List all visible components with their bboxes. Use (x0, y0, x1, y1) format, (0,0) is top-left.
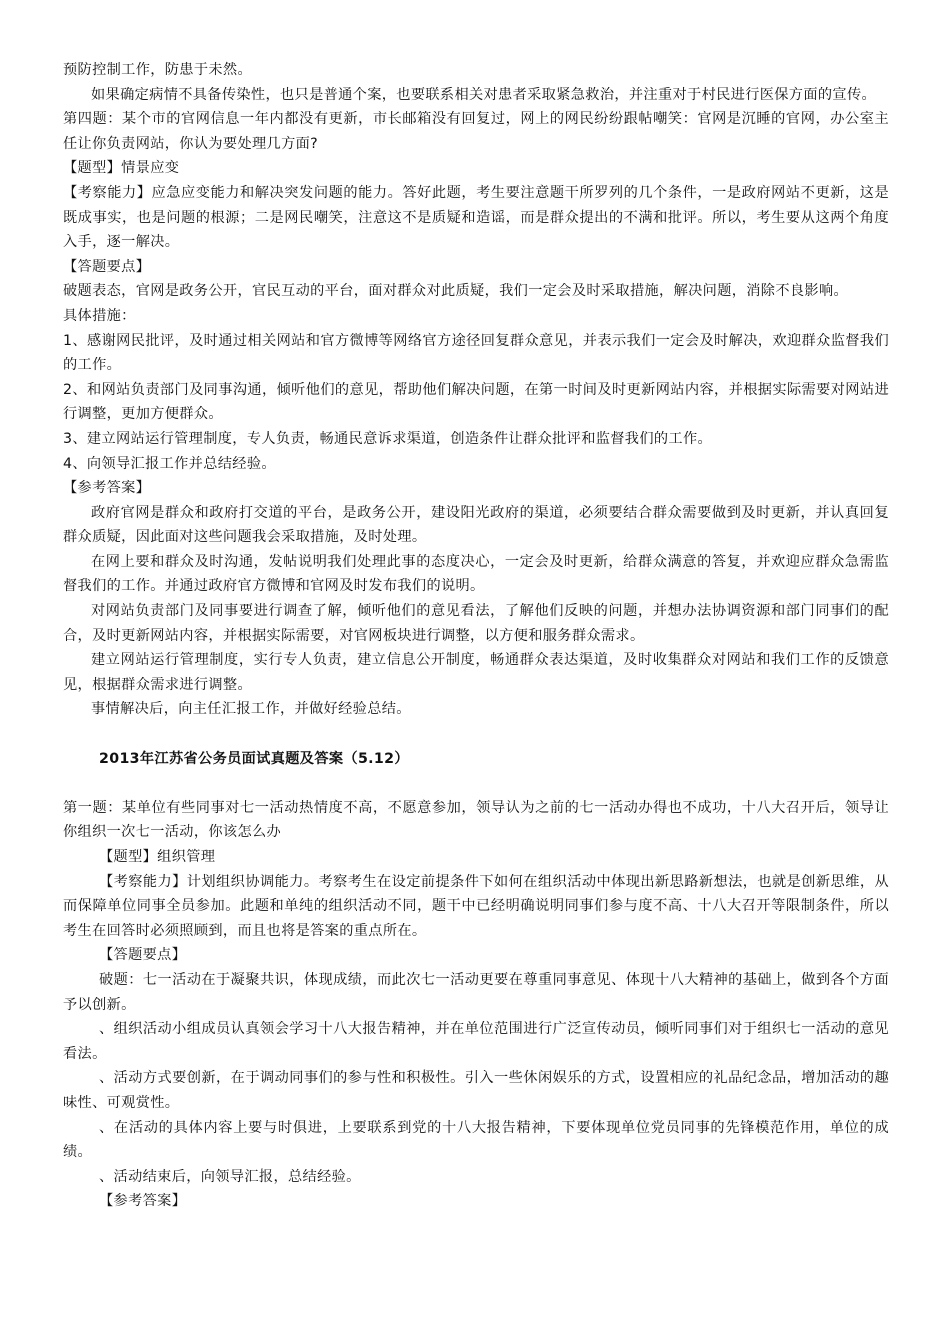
paragraph: 在网上要和群众及时沟通，发帖说明我们处理此事的态度决心，一定会及时更新，给群众满意的答复，并欢迎应群众急需监督我们的工作。并通过政府官方微博和官网及时发布我们的说明。 (63, 553, 889, 595)
ability-tested: 【考察能力】应急应变能力和解决突发问题的能力。答好此题，考生要注意题干所罗列的几个条件，一是政府网站不更新，这是既成事实，也是问题的根源；二是网民嘲笑，注意这不是质疑和造谣，而是群众提出的不满和批评。所以，考生要从这两个角度入手，逐一解决。 (63, 184, 889, 251)
paragraph: 建立网站运行管理制度，实行专人负责，建立信息公开制度，畅通群众表达渠道，及时收集群众对网站和我们工作的反馈意见，根据群众需求进行调整。 (63, 652, 889, 693)
measures-heading: 具体措施： (63, 307, 136, 324)
question-type: 【题型】组织管理 (99, 849, 216, 865)
list-item: 、在活动的具体内容上要与时俱进，上要联系到党的十八大报告精神，下要体现单位党员同事的先锋模范作用，单位的成绩。 (63, 1119, 889, 1161)
list-item: 、组织活动小组成员认真领会学习十八大报告精神，并在单位范围进行广泛宣传动员，倾听同事们对于组织七一活动的意见看法。 (63, 1021, 889, 1062)
reference-answer-heading: 【参考答案】 (63, 480, 151, 497)
answer-points-heading: 【答题要点】 (63, 258, 151, 275)
spacer (63, 771, 889, 796)
list-item: 、活动方式要创新，在于调动同事们的参与性和积极性。引入一些休闲娱乐的方式，设置相应的礼品纪念品，增加活动的趣味性、可观赏性。 (63, 1070, 889, 1111)
paragraph: 预防控制工作，防患于未然。 (63, 62, 252, 78)
paragraph: 对网站负责部门及同事要进行调查了解，倾听他们的意见看法，了解他们反映的问题，并想办法协调资源和部门同事们的配合，及时更新网站内容，并根据实际需要，对官网板块进行调整，以方便和服务群众需求。 (63, 603, 889, 644)
list-item: 4、向领导汇报工作并总结经验。 (63, 455, 276, 472)
paragraph: 事情解决后，向主任汇报工作，并做好经验总结。 (91, 701, 411, 718)
document-page (63, 58, 889, 1214)
paragraph: 破题表态，官网是政务公开，官民互动的平台，面对群众对此质疑，我们一定会及时采取措施，解决问题，消除不良影响。 (63, 283, 849, 300)
paragraph: 如果确定病情不具备传染性，也只是普通个案，也要联系相关对患者采取紧急救治，并注重对于村民进行医保方面的宣传。 (91, 86, 877, 103)
list-item: 2、和网站负责部门及同事沟通，倾听他们的意见，帮助他们解决问题，在第一时间及时更新网站内容，并根据实际需要对网站进行调整，更加方便群众。 (63, 381, 889, 423)
question-type: 【题型】情景应变 (63, 160, 180, 177)
answer-points-heading: 【答题要点】 (99, 947, 187, 964)
section-title: 2013年江苏省公务员面试真题及答案（5.12） (99, 750, 409, 767)
list-item: 、活动结束后，向领导汇报，总结经验。 (99, 1168, 361, 1185)
spacer (63, 722, 889, 747)
reference-answer-heading: 【参考答案】 (99, 1193, 187, 1210)
paragraph: 政府官网是群众和政府打交道的平台，是政务公开，建设阳光政府的渠道，必须要结合群众需要做到及时更新，并认真回复群众质疑，因此面对这些问题我会采取措施，及时处理。 (63, 504, 889, 546)
question-four: 第四题：某个市的官网信息一年内都没有更新，市长邮箱没有回复过，网上的网民纷纷跟帖嘲笑：官网是沉睡的官网，办公室主任让你负责网站，你认为要处理几方面? (63, 111, 889, 152)
paragraph: 破题：七一活动在于凝聚共识，体现成绩，而此次七一活动更要在尊重同事意见、体现十八大精神的基础上，做到各个方面予以创新。 (63, 971, 889, 1013)
list-item: 1、感谢网民批评，及时通过相关网站和官方微博等网络官方途径回复群众意见，并表示我们一定会及时解决，欢迎群众监督我们的工作。 (63, 332, 889, 374)
list-item: 3、建立网站运行管理制度，专人负责，畅通民意诉求渠道，创造条件让群众批评和监督我们的工作。 (63, 430, 713, 447)
question-one: 第一题：某单位有些同事对七一活动热情度不高，不愿意参加，领导认为之前的七一活动办得也不成功，十八大召开后，领导让你组织一次七一活动，你该怎么办 (63, 799, 889, 841)
ability-tested: 【考察能力】计划组织协调能力。考察考生在设定前提条件下如何在组织活动中体现出新思路新想法，也就是创新思维，从而保障单位同事全员参加。此题和单纯的组织活动不同，题干中已经明确说明同事们参与度不高、十八大召开等限制条件，所以考生在回答时必须照顾到，而且也将是答案的重点所在。 (63, 873, 889, 939)
